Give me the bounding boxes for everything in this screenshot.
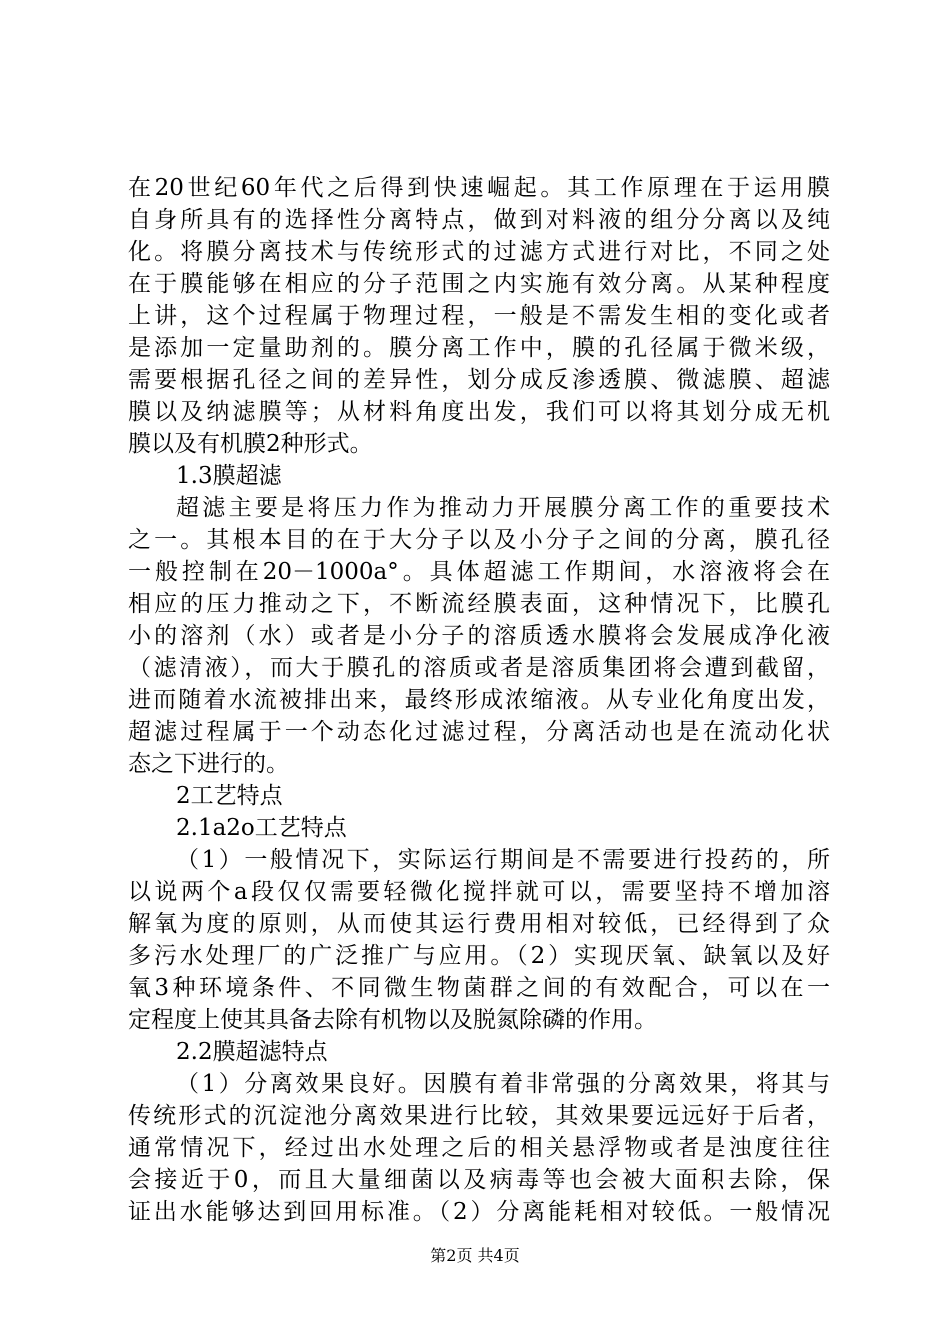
text-line: 态之下进行的。 <box>128 751 289 777</box>
text-line: 进而随着水流被排出来，最终形成浓缩液。从专业化角度出发， <box>128 687 830 713</box>
section-heading: 1.3膜超滤 <box>176 463 282 489</box>
text-line: 以说两个a段仅仅需要轻微化搅拌就可以，需要坚持不增加溶 <box>128 879 830 905</box>
text-line: 多污水处理厂的广泛推广与应用。（2）实现厌氧、缺氧以及好 <box>128 943 830 969</box>
text-line: 相应的压力推动之下，不断流经膜表面，这种情况下，比膜孔 <box>128 591 830 617</box>
text-line: 超滤过程属于一个动态化过滤过程，分离活动也是在流动化状 <box>128 719 830 745</box>
text-line: 化。将膜分离技术与传统形式的过滤方式进行对比，不同之处 <box>128 239 830 265</box>
text-line: （滤清液），而大于膜孔的溶质或者是溶质集团将会遭到截留， <box>128 655 830 681</box>
text-line: 膜以及纳滤膜等；从材料角度出发，我们可以将其划分成无机 <box>128 399 830 425</box>
text-line: 在于膜能够在相应的分子范围之内实施有效分离。从某种程度 <box>128 271 830 297</box>
document-body <box>128 172 830 1228</box>
text-line: 膜以及有机膜2种形式。 <box>128 431 373 457</box>
section-heading: 2.2膜超滤特点 <box>176 1039 328 1065</box>
section-heading: 2工艺特点 <box>176 783 283 809</box>
text-line: 证出水能够达到回用标准。（2）分离能耗相对较低。一般情况 <box>128 1199 830 1225</box>
text-line: 需要根据孔径之间的差异性，划分成反渗透膜、微滤膜、超滤 <box>128 367 830 393</box>
text-line: 通常情况下，经过出水处理之后的相关悬浮物或者是浊度往往 <box>128 1135 830 1161</box>
text-line: 自身所具有的选择性分离特点，做到对料液的组分分离以及纯 <box>128 207 830 233</box>
page-number-label: 第2页 共4页 <box>430 1246 520 1265</box>
text-line: 传统形式的沉淀池分离效果进行比较，其效果要远远好于后者， <box>128 1103 830 1129</box>
text-line: 会接近于0，而且大量细菌以及病毒等也会被大面积去除，保 <box>128 1167 830 1193</box>
text-line: 小的溶剂（水）或者是小分子的溶质透水膜将会发展成净化液 <box>128 623 830 649</box>
text-line: （1）一般情况下，实际运行期间是不需要进行投药的，所 <box>176 847 830 873</box>
text-line: （1）分离效果良好。因膜有着非常强的分离效果，将其与 <box>176 1071 830 1097</box>
page-footer <box>0 1246 950 1266</box>
text-line: 超滤主要是将压力作为推动力开展膜分离工作的重要技术 <box>176 495 830 521</box>
text-line: 上讲，这个过程属于物理过程，一般是不需发生相的变化或者 <box>128 303 830 329</box>
text-line: 之一。其根本目的在于大分子以及小分子之间的分离，膜孔径 <box>128 527 830 553</box>
text-line: 解氧为度的原则，从而使其运行费用相对较低，已经得到了众 <box>128 911 830 937</box>
text-line: 是添加一定量助剂的。膜分离工作中，膜的孔径属于微米级， <box>128 335 830 361</box>
text-line: 氧3种环境条件、不同微生物菌群之间的有效配合，可以在一 <box>128 975 830 1001</box>
text-line: 定程度上使其具备去除有机物以及脱氮除磷的作用。 <box>128 1007 657 1033</box>
text-line: 一般控制在20－1000a°。具体超滤工作期间，水溶液将会在 <box>128 559 830 585</box>
section-heading: 2.1a2o工艺特点 <box>176 815 347 841</box>
text-line: 在20世纪60年代之后得到快速崛起。其工作原理在于运用膜 <box>128 175 830 201</box>
